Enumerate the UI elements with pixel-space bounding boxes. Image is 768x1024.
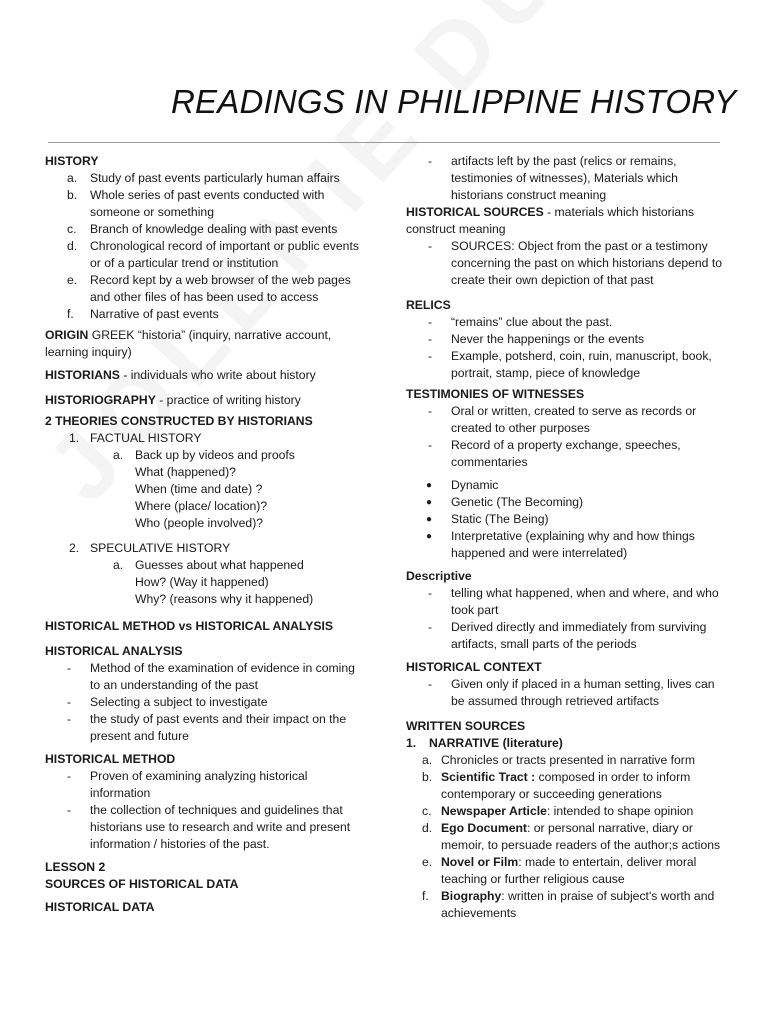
bullet-list <box>406 477 728 562</box>
list-marker: f. <box>67 307 74 321</box>
list-item-text: the study of past events and their impact on the present and future <box>90 712 347 743</box>
list-marker: - <box>67 769 72 783</box>
list-item <box>406 331 728 348</box>
list-item <box>406 619 728 653</box>
list-item <box>406 854 728 888</box>
list-item-text: Whole series of past events conducted with someone or something <box>90 188 325 219</box>
factual-label: FACTUAL HISTORY <box>90 431 202 445</box>
list-marker: - <box>428 154 433 168</box>
historical-sources-paragraph <box>406 204 728 238</box>
list-marker: - <box>428 349 433 363</box>
list-item-label: Newspaper Article <box>441 804 547 818</box>
list-item <box>406 585 728 619</box>
analysis-heading: HISTORICAL ANALYSIS <box>45 644 183 658</box>
list-item <box>45 187 365 221</box>
question-line: When (time and date) ? <box>135 482 263 496</box>
list-item <box>406 820 728 854</box>
list-item <box>406 153 728 204</box>
descriptive-heading: Descriptive <box>406 569 472 583</box>
written-sources-heading: WRITTEN SOURCES <box>406 719 526 733</box>
historians-text: - individuals who write about history <box>119 368 316 382</box>
historiography-label: HISTORIOGRAPHY <box>45 393 156 407</box>
list-marker: - <box>428 239 433 253</box>
list-item <box>45 540 365 557</box>
context-list <box>406 676 728 710</box>
history-heading: HISTORY <box>45 154 99 168</box>
list-item <box>406 437 728 471</box>
list-item-text: “remains” clue about the past. <box>451 315 613 329</box>
list-item-label: Scientific Tract : <box>441 770 536 784</box>
testimonies-list <box>406 403 728 471</box>
list-item <box>406 888 728 922</box>
list-item-text: Selecting a subject to investigate <box>90 695 268 709</box>
factual-sublist <box>45 447 365 464</box>
list-marker: - <box>428 332 433 346</box>
list-item <box>406 676 728 710</box>
list-marker: - <box>428 438 433 452</box>
analysis-list <box>45 660 365 745</box>
list-marker: - <box>428 620 433 634</box>
artifacts-list <box>406 153 728 204</box>
list-item <box>45 221 365 238</box>
list-item-text: Oral or written, created to serve as records or created to other purposes <box>451 404 697 435</box>
sources-list <box>406 238 728 289</box>
list-item-text: Chronicles or tracts presented in narrative form <box>441 753 696 767</box>
origin-paragraph <box>45 327 365 361</box>
historical-sources-text: - materials which historians construct meaning <box>406 205 695 236</box>
factual-a-text: Back up by videos and proofs <box>135 448 295 462</box>
list-item <box>406 803 728 820</box>
list-item-text: Study of past events particularly human affairs <box>90 171 340 185</box>
list-item-text: : made to entertain, deliver moral teaching or further religious cause <box>441 855 697 886</box>
speculative-list <box>45 540 365 557</box>
list-item-text: artifacts left by the past (relics or remains, testimonies of witnesses), Materials which historians construct meaning <box>451 154 678 202</box>
list-item <box>406 314 728 331</box>
list-item <box>45 170 365 187</box>
speculative-sublist <box>45 557 365 574</box>
list-marker: a. <box>113 448 124 462</box>
list-item <box>45 768 365 802</box>
list-item-text: composed in order to inform contemporary or succeeding generations <box>441 770 691 801</box>
list-marker: - <box>428 404 433 418</box>
historical-sources-label: HISTORICAL SOURCES <box>406 205 544 219</box>
list-item-text: Proven of examining analyzing historical information <box>90 769 308 800</box>
list-item <box>45 238 365 272</box>
list-item-text: the collection of techniques and guidelines that historians use to research and write and present information / histories of the past. <box>90 803 351 851</box>
list-item <box>406 477 728 494</box>
list-marker: - <box>67 695 72 709</box>
factual-questions <box>45 464 365 532</box>
testimonies-heading: TESTIMONIES OF WITNESSES <box>406 387 585 401</box>
list-marker: - <box>67 803 72 817</box>
list-item-text: Dynamic <box>451 478 499 492</box>
speculative-a-text: Guesses about what happened <box>135 558 304 572</box>
list-marker: ● <box>426 480 433 491</box>
list-marker: d. <box>67 239 78 253</box>
list-marker: 1. <box>406 736 417 750</box>
list-item-label: Novel or Film <box>441 855 519 869</box>
list-marker: a. <box>113 558 124 572</box>
list-item <box>45 802 365 853</box>
relics-list <box>406 314 728 382</box>
list-item-text: SOURCES: Object from the past or a testimony concerning the past on which historians depend to create their own depiction of that past <box>451 239 723 287</box>
list-item <box>45 447 365 464</box>
question-line: Why? (reasons why it happened) <box>135 592 314 606</box>
list-item-text: Branch of knowledge dealing with past events <box>90 222 338 236</box>
historians-paragraph <box>45 367 365 384</box>
method-vs-heading: HISTORICAL METHOD vs HISTORICAL ANALYSIS <box>45 619 334 633</box>
list-item-text: : or personal narrative, diary or memoir, to persuade readers of the author;s actions <box>441 821 721 852</box>
list-item <box>406 511 728 528</box>
narrative-heading <box>406 735 728 752</box>
list-item-text: Record of a property exchange, speeches, commentaries <box>451 438 681 469</box>
list-marker: - <box>428 315 433 329</box>
list-marker: - <box>428 586 433 600</box>
list-marker: e. <box>67 273 78 287</box>
list-item-text: Narrative of past events <box>90 307 219 321</box>
list-item <box>406 528 728 562</box>
list-item-text: telling what happened, when and where, and who took part <box>451 586 719 617</box>
historiography-paragraph <box>45 392 365 409</box>
list-item-text: Example, potsherd, coin, ruin, manuscript, book, portrait, stamp, piece of knowledge <box>451 349 712 380</box>
speculative-label: SPECULATIVE HISTORY <box>90 541 231 555</box>
list-item <box>45 711 365 745</box>
sources-of-data-heading: SOURCES OF HISTORICAL DATA <box>45 877 239 891</box>
question-line: Where (place/ location)? <box>135 499 268 513</box>
list-marker: ● <box>426 497 433 508</box>
right-column <box>406 153 728 922</box>
list-item <box>45 694 365 711</box>
question-line: How? (Way it happened) <box>135 575 269 589</box>
list-item-text: Record kept by a web browser of the web pages and other files of has been used to access <box>90 273 351 304</box>
lesson-label: LESSON 2 <box>45 860 106 874</box>
list-marker: 1. <box>69 431 80 445</box>
list-marker: a. <box>67 171 78 185</box>
list-item-text: : intended to shape opinion <box>546 804 694 818</box>
list-marker: c. <box>67 222 77 236</box>
list-marker: a. <box>422 753 433 767</box>
list-marker: b. <box>67 188 78 202</box>
narrative-label: NARRATIVE (literature) <box>429 736 563 750</box>
descriptive-list <box>406 585 728 653</box>
context-heading: HISTORICAL CONTEXT <box>406 660 542 674</box>
origin-text: GREEK “historia” (inquiry, narrative account, learning inquiry) <box>45 328 332 359</box>
list-item <box>406 403 728 437</box>
list-item <box>406 769 728 803</box>
list-item-label: Ego Document <box>441 821 527 835</box>
list-item <box>45 306 365 323</box>
speculative-questions <box>45 574 365 608</box>
list-item-text: Genetic (The Becoming) <box>451 495 584 509</box>
list-marker: - <box>428 677 433 691</box>
list-item <box>45 272 365 306</box>
list-marker: 2. <box>69 541 80 555</box>
list-marker: ● <box>426 514 433 525</box>
list-marker: b. <box>422 770 433 784</box>
origin-label: ORIGIN <box>45 328 89 342</box>
list-item-text: Static (The Being) <box>451 512 549 526</box>
list-marker: f. <box>422 889 429 903</box>
list-marker: - <box>67 661 72 675</box>
list-marker: ● <box>426 531 433 542</box>
list-item <box>45 557 365 574</box>
question-line: Who (people involved)? <box>135 516 264 530</box>
question-line: What (happened)? <box>135 465 236 479</box>
list-item <box>45 660 365 694</box>
title-divider <box>48 142 720 143</box>
list-item <box>406 238 728 289</box>
left-column <box>45 153 365 916</box>
list-item-label: Biography <box>441 889 502 903</box>
theories-heading: 2 THEORIES CONSTRUCTED BY HISTORIANS <box>45 414 313 428</box>
list-item-text: Never the happenings or the events <box>451 332 645 346</box>
list-item-text: : written in praise of subject's worth and achievements <box>441 889 715 920</box>
list-item-text: Derived directly and immediately from surviving artifacts, small parts of the periods <box>451 620 707 651</box>
list-item <box>406 348 728 382</box>
historians-label: HISTORIANS <box>45 368 120 382</box>
historiography-text: - practice of writing history <box>155 393 301 407</box>
list-item <box>45 430 365 447</box>
page-title: READINGS IN PHILIPPINE HISTORY <box>171 83 737 120</box>
method-list <box>45 768 365 853</box>
list-item-text: Method of the examination of evidence in coming to an understanding of the past <box>90 661 355 692</box>
history-list <box>45 170 365 323</box>
list-item <box>406 752 728 769</box>
relics-heading: RELICS <box>406 298 451 312</box>
narrative-list <box>406 752 728 922</box>
list-marker: c. <box>422 804 432 818</box>
list-item-text: Chronological record of important or public events or of a particular trend or institution <box>90 239 359 270</box>
list-marker: d. <box>422 821 433 835</box>
list-marker: e. <box>422 855 433 869</box>
list-item-text: Given only if placed in a human setting, lives can be assumed through retrieved artifacts <box>451 677 715 708</box>
list-marker: - <box>67 712 72 726</box>
list-item-text: Interpretative (explaining why and how things happened and were interrelated) <box>451 529 695 560</box>
list-item <box>406 494 728 511</box>
factual-list <box>45 430 365 447</box>
method-heading: HISTORICAL METHOD <box>45 752 176 766</box>
historical-data-heading: HISTORICAL DATA <box>45 900 155 914</box>
